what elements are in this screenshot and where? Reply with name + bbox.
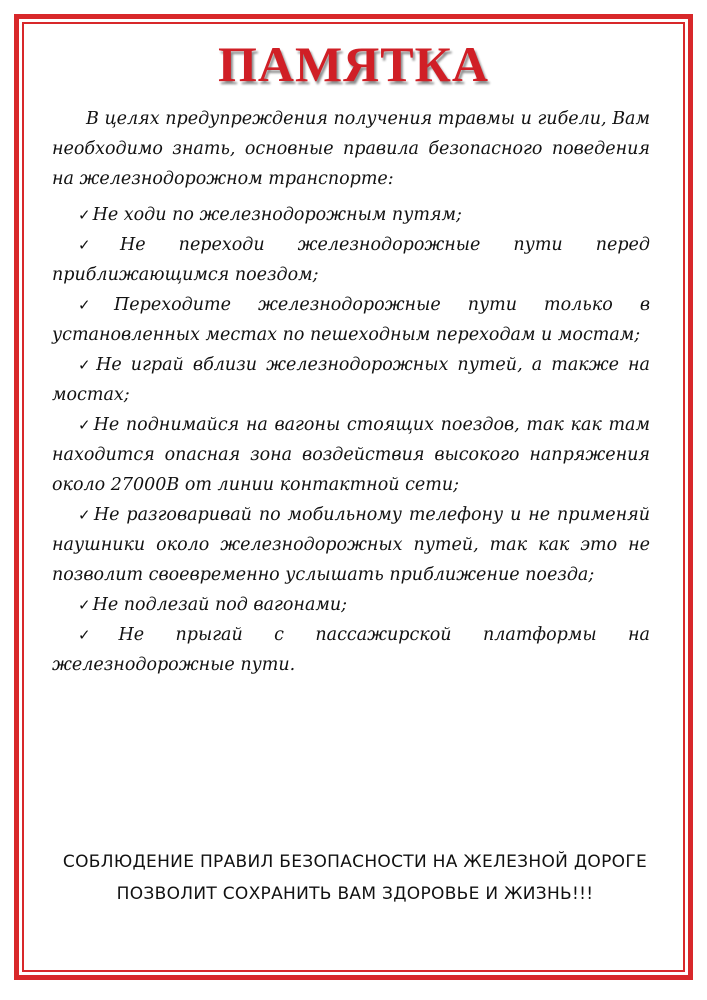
checkmark-icon: ✓ [78,356,95,374]
memo-body [52,104,650,680]
rule-item [52,200,650,230]
checkmark-icon: ✓ [78,596,91,614]
rule-item [52,500,650,590]
rule-text: Не играй вблизи железнодорожных путей, а также на мостах; [52,355,650,405]
rule-text: Не поднимайся на вагоны стоящих поездов, так как там находится опасная зона воздействия высокого напряжения около 27000В от линии контактной сети; [52,415,651,495]
rule-text: Не ходи по железнодорожным путям; [92,205,462,225]
rule-text: Не подлезай под вагонами; [92,595,348,615]
checkmark-icon: ✓ [78,296,113,314]
rule-item [52,590,650,620]
rule-item [52,290,650,350]
rule-text: Не прыгай с пассажирской платформы на железнодорожные пути. [52,625,650,675]
rule-text: Не разговаривай по мобильному телефону и не применяй наушники около железнодорожных путей, так как это не позволит своевременно услышать приближение поезда; [52,505,650,585]
checkmark-icon: ✓ [78,506,92,524]
rule-item [52,620,650,680]
rule-text: Переходите железнодорожные пути только в установленных местах по пешеходным переходам и мостам; [52,295,650,345]
rule-item [52,230,650,290]
checkmark-icon: ✓ [78,206,91,224]
closing-statement: СОБЛЮДЕНИЕ ПРАВИЛ БЕЗОПАСНОСТИ НА ЖЕЛЕЗНОЙ ДОРОГЕ ПОЗВОЛИТ СОХРАНИТЬ ВАМ ЗДОРОВЬЕ И ЖИЗНЬ!!! [62,852,648,904]
intro-paragraph: В целях предупреждения получения травмы и гибели, Вам необходимо знать, основные правила безопасного поведения на железнодорожном транспорте: [52,109,650,189]
rule-item [52,350,650,410]
checkmark-icon: ✓ [78,626,117,644]
page-title: ПАМЯТКА [217,36,489,92]
rule-item [52,410,650,500]
rule-text: Не переходи железнодорожные пути перед приближающимся поездом; [52,235,650,285]
checkmark-icon: ✓ [78,236,119,254]
checkmark-icon: ✓ [78,416,92,434]
